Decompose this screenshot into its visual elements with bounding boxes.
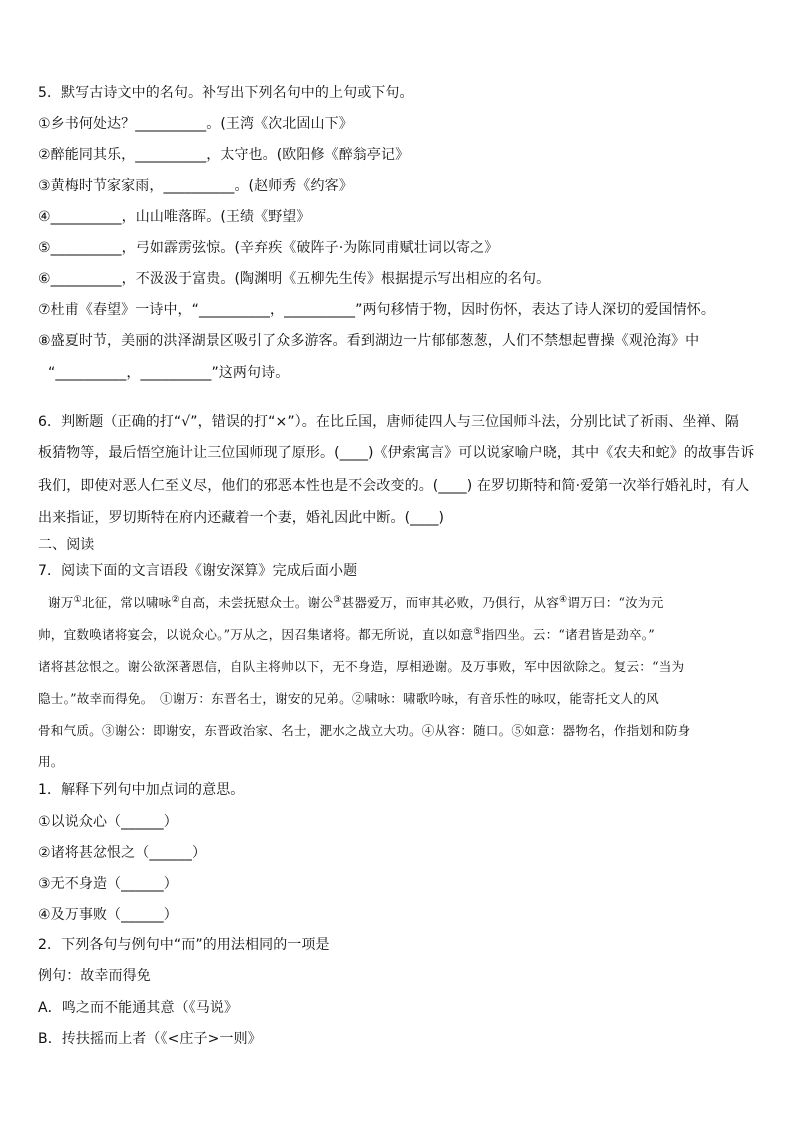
q5-item-7: ⑦杜甫《春望》一诗中，“__________，__________”两句移情于物，因时伤怀，表达了诗人深切的爱国情怀。: [38, 302, 715, 318]
passage-line-4: 隐士。”故幸而得免。 ①谢万：东晋名士，谢安的兄弟。②啸咏：啸歌吟咏，有音乐性的咏叹，能寄托文人的风: [38, 691, 659, 706]
q5-item-3: ③黄梅时节家家雨，__________。(赵师秀《约客》: [38, 178, 353, 194]
option-a: A．鸣之而不能通其意（《马说》: [38, 1000, 239, 1016]
subquestion-1-item-3: ③无不身造（______）: [38, 876, 178, 892]
passage-line-3: 诸将甚忿恨之。谢公欲深著恩信，自队主将帅以下，无不身造，厚相逊谢。及万事败，军中因欲除之。复云：“当为: [38, 659, 685, 674]
question-7-title: 7．阅读下面的文言语段《谢安深算》完成后面小题: [38, 563, 358, 579]
passage-line-2: 帅，宜数唤诸将宴会，以说众心。”万从之，因召集诸将。都无所说，直以如意⑤指四坐。云：“诸君皆是劲卒。”: [38, 626, 655, 642]
subquestion-2-title: 2．下列各句与例句中“而”的用法相同的一项是: [38, 937, 330, 953]
subquestion-2-example: 例句：故幸而得免: [38, 968, 151, 984]
q5-item-1: ①乡书何处达？__________。(王湾《次北固山下》: [38, 116, 353, 132]
passage-line-1: 谢万①北征，常以啸咏②自高，未尝抚慰众士。谢公③甚器爱万，而审其必败，乃俱行，从容④谓万曰：“汝为元: [48, 594, 664, 610]
question-6-line-2: 板猜物等，最后悟空施计让三位国师现了原形。(____)《伊索寓言》可以说家喻户晓，其中《农夫和蛇》的故事告诉: [38, 445, 755, 461]
q5-item-4: ④__________，山山唯落晖。(王绩《野望》: [38, 209, 311, 225]
passage-line-6: 用。: [38, 754, 64, 769]
subquestion-1-item-2: ②诸将甚忿恨之（______）: [38, 845, 207, 861]
q5-item-2: ②醉能同其乐，__________，太守也。(欧阳修《醉翁亭记》: [38, 147, 410, 163]
section-2-title: 二、阅读: [38, 537, 95, 553]
option-b: B．抟扶摇而上者（《<庄子>一则》: [38, 1031, 262, 1047]
question-6-line-3: 我们，即使对恶人仁至义尽，他们的邪恶本性也是不会改变的。(____) 在罗切斯特和简·爱第一次举行婚礼时，有人: [38, 478, 750, 494]
question-6-line-1: 6．判断题（正确的打“√”，错误的打“×”）。在比丘国，唐师徒四人与三位国师斗法，分别比试了祈雨、坐禅、隔: [38, 414, 739, 430]
q5-item-8-cont: “__________，__________”这两句诗。: [48, 365, 290, 381]
question-5-title: 5．默写古诗文中的名句。补写出下列名句中的上句或下句。: [38, 85, 414, 101]
question-6-line-4: 出来指证，罗切斯特在府内还藏着一个妻，婚礼因此中断。(____): [38, 510, 445, 526]
subquestion-1-item-1: ①以说众心（______）: [38, 814, 178, 830]
passage-line-5: 骨和气质。③谢公：即谢安，东晋政治家、名士，淝水之战立大功。④从容：随口。⑤如意：器物名，作指划和防身: [38, 723, 691, 738]
q5-item-5: ⑤__________，弓如霹雳弦惊。(辛弃疾《破阵子·为陈同甫赋壮词以寄之》: [38, 240, 499, 256]
subquestion-1-item-4: ④及万事败（______）: [38, 907, 178, 923]
q5-item-6: ⑥__________，不汲汲于富贵。(陶渊明《五柳先生传》根据提示写出相应的名句。: [38, 271, 551, 287]
q5-item-8: ⑧盛夏时节，美丽的洪泽湖景区吸引了众多游客。看到湖边一片郁郁葱葱，人们不禁想起曹操《观沧海》中: [38, 333, 700, 349]
subquestion-1-title: 1．解释下列句中加点词的意思。: [38, 782, 245, 798]
